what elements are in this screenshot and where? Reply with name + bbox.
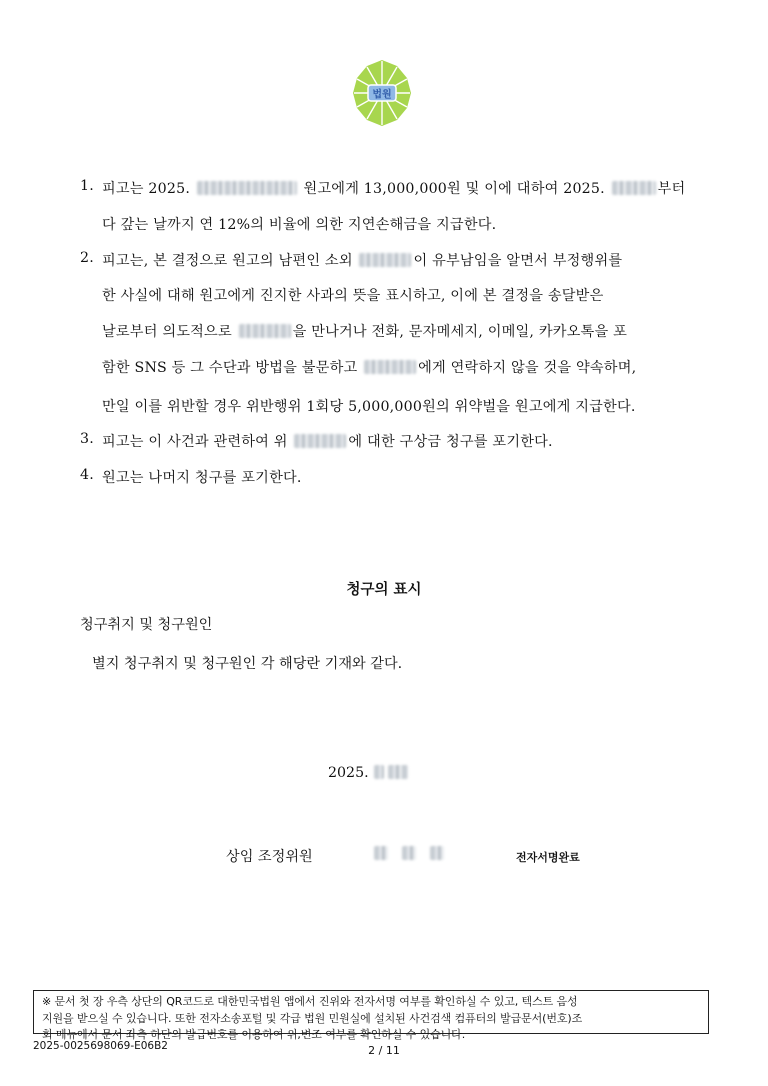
redacted-date [612, 181, 656, 195]
redacted-date [374, 765, 384, 779]
item-number: 3. [80, 431, 94, 447]
item-line: 다 갚는 날까지 연 12%의 비율에 의한 지연손해금을 지급한다. [102, 217, 497, 233]
redacted-name [359, 253, 411, 267]
claim-text: 별지 청구취지 및 청구원인 각 해당란 기재와 같다. [92, 656, 403, 672]
redacted-name [402, 846, 416, 860]
decision-date: 2025. [328, 765, 410, 781]
redacted-date [388, 765, 408, 779]
item-line: 함한 SNS 등 그 수단과 방법을 불문하고 에게 연락하지 않을 것을 약속하며, [102, 360, 637, 376]
item-line: 만일 이를 위반할 경우 위반행위 1회당 5,000,000원의 위약벌을 원고에게 지급한다. [102, 399, 636, 415]
item-line: 날로부터 의도적으로 을 만나거나 전화, 문자메세지, 이메일, 카카오톡을 포 [102, 324, 627, 340]
page-number: 2 / 11 [368, 1044, 400, 1057]
redacted-date [197, 181, 297, 195]
item-line: 피고는 2025. 원고에게 13,000,000원 및 이에 대하여 2025. 부터 [102, 181, 686, 197]
item-line: 피고는, 본 결정으로 원고의 남편인 소외 이 유부남임을 알면서 부정행위를 [102, 253, 623, 269]
claim-heading: 청구취지 및 청구원인 [80, 617, 213, 633]
signer-name [372, 846, 446, 862]
notice-line: 지원을 받으실 수 있습니다. 또한 전자소송포털 및 각급 법원 민원실에 설치된 사건검색 컴퓨터의 발급문서(번호)조 [42, 1011, 583, 1025]
item-line: 피고는 이 사건과 관련하여 위 에 대한 구상금 청구를 포기한다. [102, 434, 553, 450]
redacted-name [239, 324, 291, 338]
item-line: 원고는 나머지 청구를 포기한다. [102, 470, 302, 486]
redacted-name [430, 846, 444, 860]
item-number: 2. [80, 250, 94, 266]
redacted-name [374, 846, 388, 860]
notice-line: ※ 문서 첫 장 우측 상단의 QR코드로 대한민국법원 앱에서 진위와 전자서명 여부를 확인하실 수 있고, 텍스트 음성 [42, 995, 578, 1008]
redacted-name [294, 434, 346, 448]
signer-role: 상임 조정위원 [226, 849, 313, 865]
esignature-stamp: 전자서명완료 [516, 851, 580, 864]
document-number: 2025-0025698069-E06B2 [33, 1040, 168, 1052]
notice-line: 회 메뉴에서 문서 좌측 하단의 발급번호를 이용하여 위,변조 여부를 확인하실 수 있습니다. [42, 1028, 466, 1041]
redacted-name [364, 360, 416, 374]
court-emblem-icon [339, 58, 425, 128]
item-number: 4. [80, 467, 94, 483]
emblem-text: 법원 [372, 89, 392, 101]
item-line: 한 사실에 대해 원고에게 진지한 사과의 뜻을 표시하고, 이에 본 결정을 송달받은 [102, 288, 604, 304]
verification-notice [33, 990, 709, 1041]
section-title: 청구의 표시 [346, 582, 422, 598]
item-number: 1. [80, 178, 94, 194]
